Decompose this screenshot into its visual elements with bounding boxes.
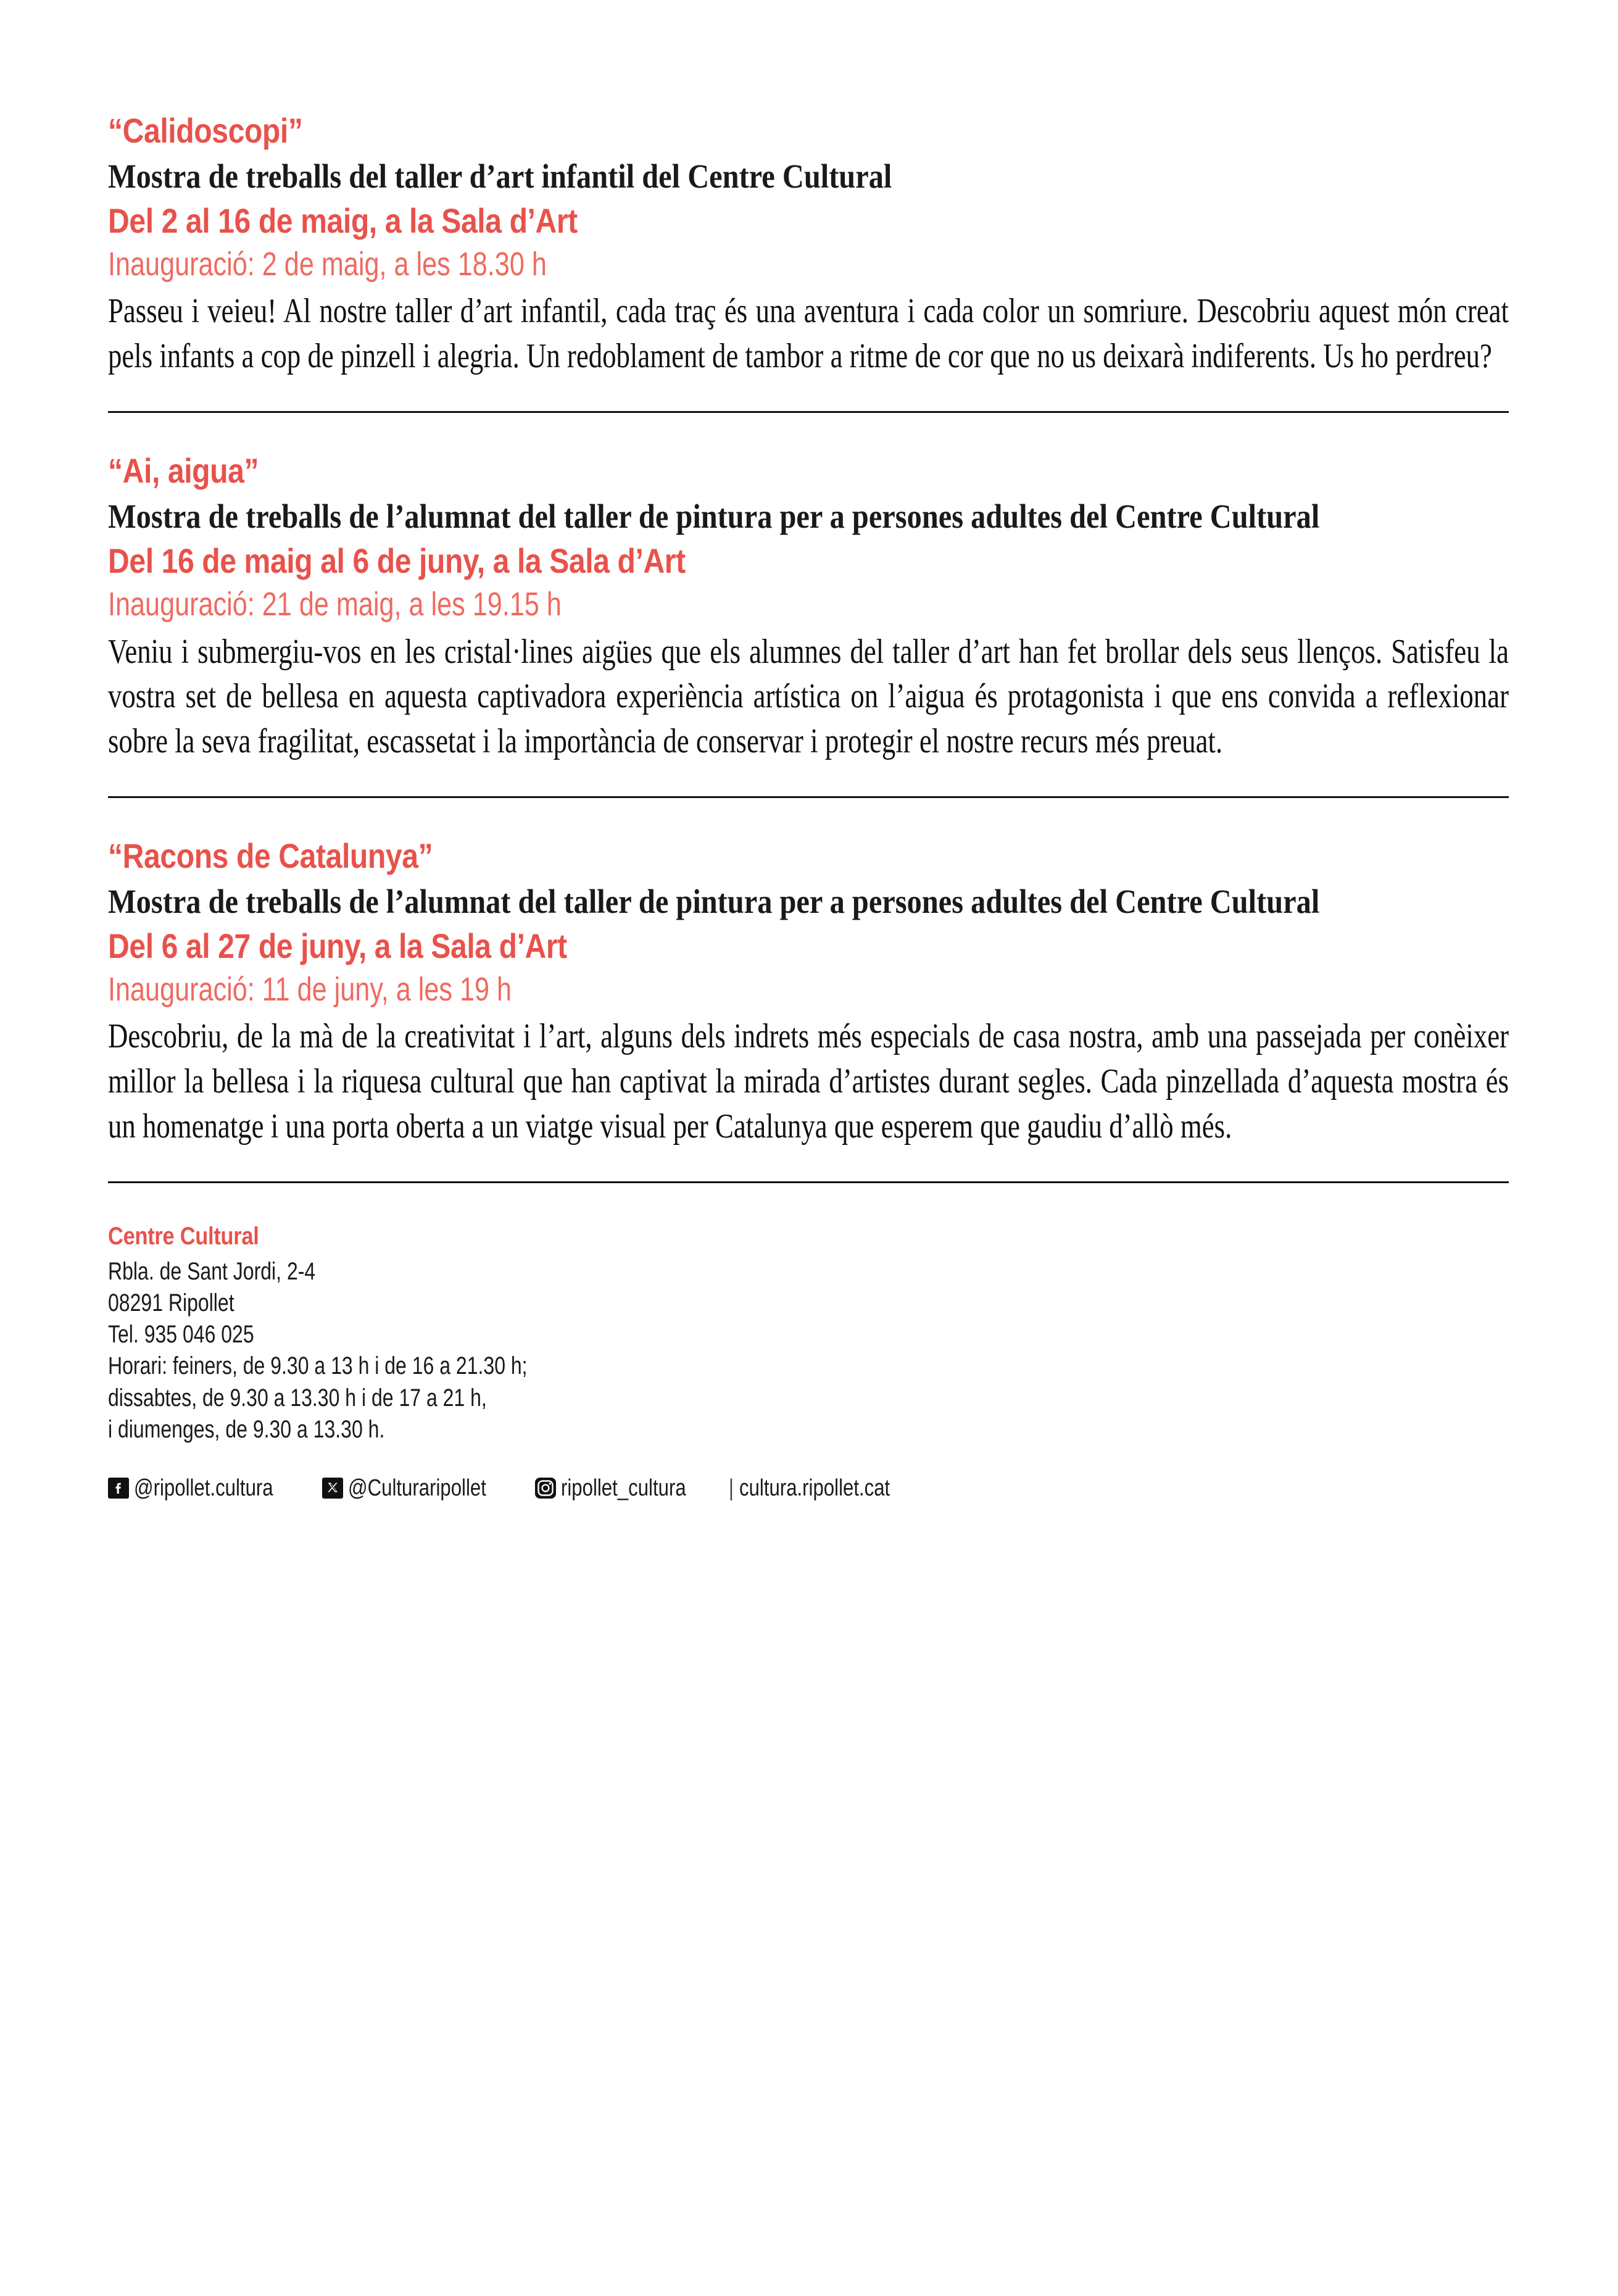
document-content xyxy=(108,111,1509,1502)
exhibition-dates: Del 16 de maig al 6 de juny, a la Sala d’Art xyxy=(108,541,686,581)
exhibition-subtitle: Mostra de treballs de l’alumnat del taller de pintura per a persones adultes del Centre Cultural xyxy=(108,497,1320,535)
exhibition-section-2 xyxy=(108,451,1509,764)
social-links-row xyxy=(108,1475,1509,1502)
twitter-x-link[interactable] xyxy=(322,1476,517,1500)
twitter-x-handle: @Culturaripollet xyxy=(348,1475,487,1502)
twitter-x-icon xyxy=(322,1478,343,1499)
facebook-icon xyxy=(108,1478,129,1499)
exhibition-description: Veniu i submergiu-vos en les cristal·lines aigües que els alumnes del taller d’art han fet brollar dels seus llenços. Satisfeu la vostra set de bellesa en aquesta captivadora experiència artística on l’aigua és protagonista i que ens convida a reflexionar sobre la seva fragilitat, escassetat i la importància de conservar i protegir el nostre recurs més preuat. xyxy=(108,632,1509,761)
venue-phone: Tel. 935 046 025 xyxy=(108,1321,254,1349)
website-link[interactable]: cultura.ripollet.cat xyxy=(739,1475,890,1502)
venue-hours-saturday: dissabtes, de 9.30 a 13.30 h i de 17 a 21 h, xyxy=(108,1384,487,1412)
facebook-link[interactable] xyxy=(108,1476,304,1500)
venue-city: 08291 Ripollet xyxy=(108,1289,234,1316)
venue-footer xyxy=(108,1221,1509,1502)
venue-name: Centre Cultural xyxy=(108,1222,259,1250)
spacer xyxy=(108,379,1509,411)
instagram-link[interactable] xyxy=(535,1476,713,1500)
exhibition-dates: Del 2 al 16 de maig, a la Sala d’Art xyxy=(108,201,578,241)
spacer xyxy=(108,764,1509,796)
social-separator: | xyxy=(729,1475,734,1501)
spacer xyxy=(108,1149,1509,1181)
exhibition-subtitle: Mostra de treballs del taller d’art infantil del Centre Cultural xyxy=(108,157,892,195)
exhibition-title: “Ai, aigua” xyxy=(108,451,259,491)
venue-hours-sunday: i diumenges, de 9.30 a 13.30 h. xyxy=(108,1415,385,1443)
exhibition-description: Passeu i veieu! Al nostre taller d’art infantil, cada traç és una aventura i cada color un somriure. Descobriu aquest món creat pels infants a cop de pinzell i alegria. Un redoblament de tambor a ritme de cor que no us deixarà indiferents. Us ho perdreu? xyxy=(108,292,1509,376)
exhibition-opening: Inauguració: 21 de maig, a les 19.15 h xyxy=(108,586,562,623)
facebook-handle: @ripollet.cultura xyxy=(134,1475,273,1502)
exhibition-subtitle: Mostra de treballs de l’alumnat del taller de pintura per a persones adultes del Centre Cultural xyxy=(108,882,1320,920)
spacer xyxy=(108,798,1509,836)
exhibition-opening: Inauguració: 11 de juny, a les 19 h xyxy=(108,970,512,1008)
exhibition-section-1 xyxy=(108,111,1509,379)
exhibition-dates: Del 6 al 27 de juny, a la Sala d’Art xyxy=(108,926,567,966)
exhibition-opening: Inauguració: 2 de maig, a les 18.30 h xyxy=(108,246,547,283)
venue-street: Rbla. de Sant Jordi, 2-4 xyxy=(108,1257,316,1285)
exhibition-description: Descobriu, de la mà de la creativitat i l’art, alguns dels indrets més especials de casa nostra, amb una passejada per conèixer millor la bellesa i la riquesa cultural que han captivat la mirada d’artistes durant segles. Cada pinzellada d’aquesta mostra és un homenatge i una porta oberta a un viatge visual per Catalunya que esperem que gaudiu d’allò més. xyxy=(108,1017,1509,1146)
spacer xyxy=(108,413,1509,451)
exhibition-section-3 xyxy=(108,836,1509,1149)
instagram-handle: ripollet_cultura xyxy=(561,1475,686,1502)
exhibition-title: “Calidoscopi” xyxy=(108,111,303,150)
spacer xyxy=(108,1183,1509,1221)
exhibition-title: “Racons de Catalunya” xyxy=(108,836,433,875)
venue-hours-weekdays: Horari: feiners, de 9.30 a 13 h i de 16 a 21.30 h; xyxy=(108,1352,528,1380)
instagram-icon xyxy=(535,1478,556,1499)
